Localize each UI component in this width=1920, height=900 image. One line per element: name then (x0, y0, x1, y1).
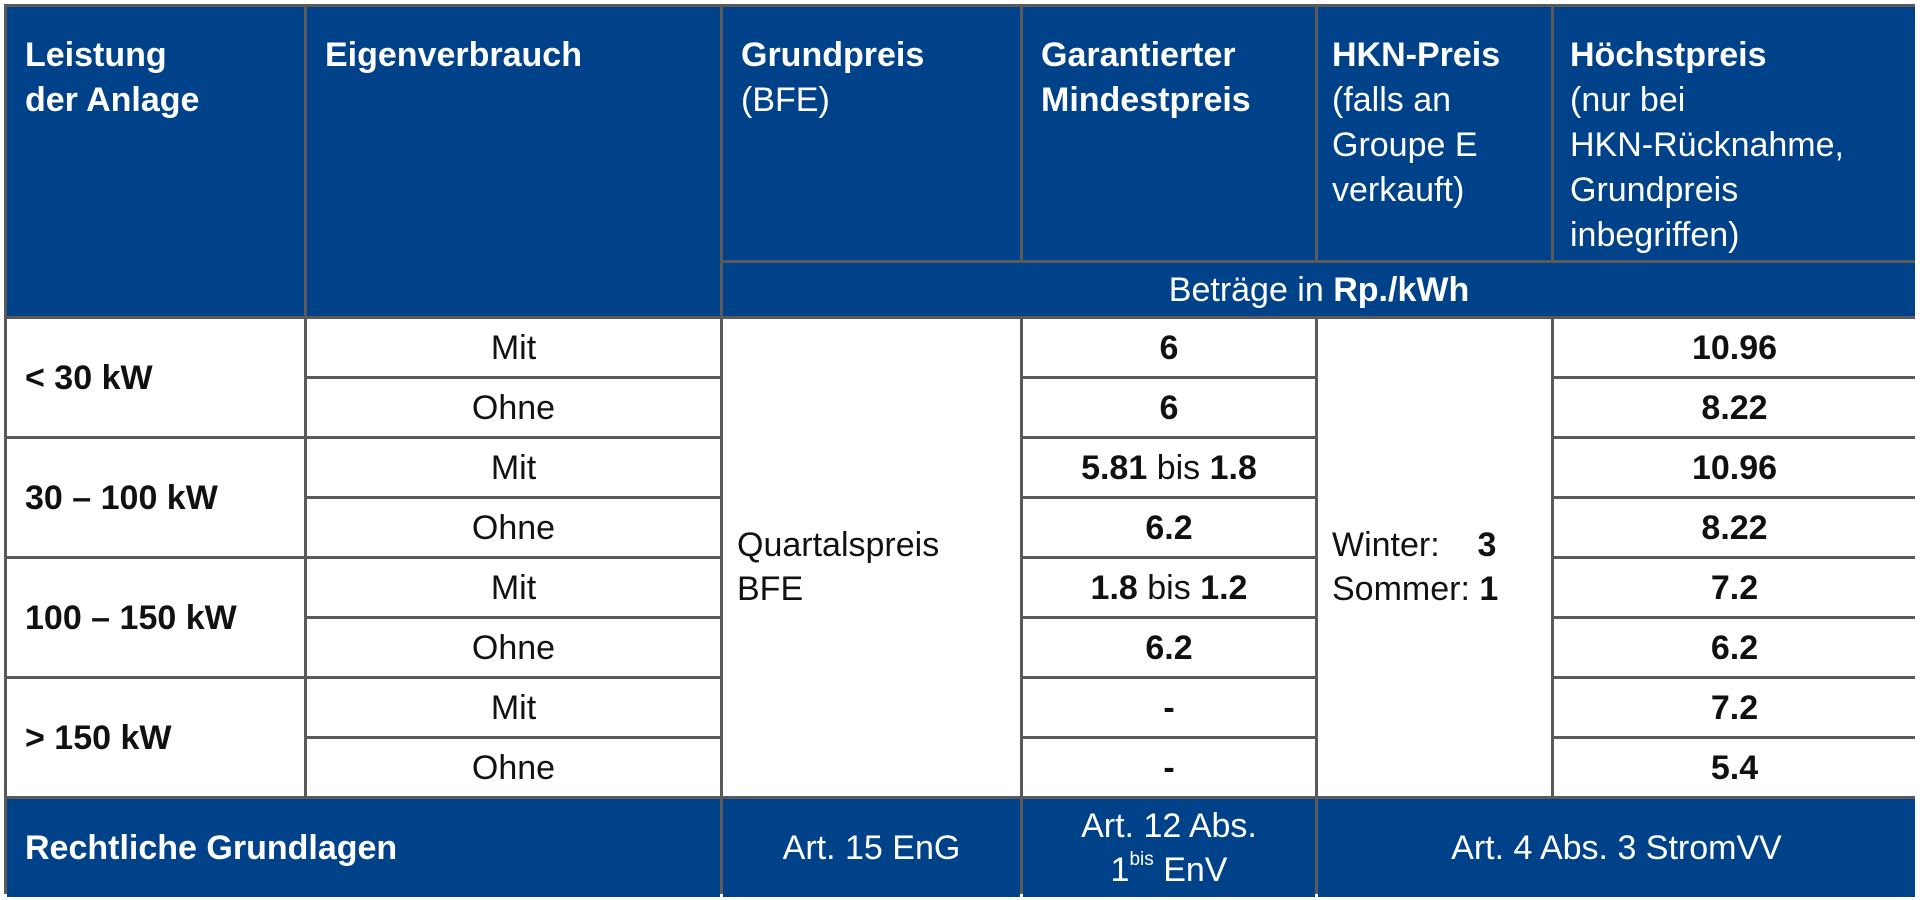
grundpreis-body (723, 319, 1020, 796)
hkn-sommer (1332, 567, 1551, 611)
mindest-cell-6: 6.2 (1023, 619, 1315, 676)
header-hkn-sub-3: verkauft) (1332, 171, 1465, 209)
eigen-cell-6: Ohne (307, 619, 720, 676)
hoechst-cell-8: 5.4 (1554, 739, 1915, 796)
header-grundpreis-sub: (BFE) (741, 81, 830, 119)
hoechst-cell-4: 8.22 (1554, 499, 1915, 556)
eigen-cell-8: Ohne (307, 739, 720, 796)
eigen-cell-7: Mit (307, 679, 720, 736)
header-hkn-sub-1: (falls an (1332, 81, 1452, 119)
mindest-cell-3 (1023, 439, 1315, 496)
mindest-cell-8: - (1023, 739, 1315, 796)
header-grundpreis (723, 7, 1020, 260)
header-grundpreis-bold: Grundpreis (741, 36, 925, 74)
hoechst-cell-5: 7.2 (1554, 559, 1915, 616)
mindest-cell-4: 6.2 (1023, 499, 1315, 556)
hoechst-cell-1: 10.96 (1554, 319, 1915, 376)
hoechst-cell-3: 10.96 (1554, 439, 1915, 496)
header-mindestpreis-line2: Mindestpreis (1041, 81, 1251, 119)
header-hkn-sub-2: Groupe E (1332, 126, 1478, 164)
header-hkn-preis (1318, 7, 1551, 260)
hkn-winter-value: 3 (1477, 525, 1497, 564)
header-leistung (7, 7, 304, 316)
header-hoechstpreis (1554, 7, 1915, 260)
header-eigenverbrauch-text: Eigenverbrauch (325, 36, 582, 74)
group-label-1: < 30 kW (7, 319, 304, 436)
units-row (723, 263, 1915, 316)
group-label-2: 30 – 100 kW (7, 439, 304, 556)
header-hoechst-sub-2: HKN-Rücknahme, (1570, 126, 1844, 164)
header-leistung-line1: Leistung (25, 36, 167, 74)
footer-mindest-num: 1 (1110, 851, 1130, 889)
grundpreis-body-line2: BFE (737, 569, 804, 608)
mindest-cell-3-sep: bis (1156, 448, 1201, 487)
units-bold: Rp./kWh (1333, 270, 1470, 309)
header-eigenverbrauch (307, 7, 720, 316)
eigen-cell-1: Mit (307, 319, 720, 376)
hkn-sommer-value: 1 (1479, 569, 1499, 608)
mindest-cell-7: - (1023, 679, 1315, 736)
hkn-body (1318, 319, 1551, 796)
hkn-sommer-label: Sommer: (1332, 569, 1470, 608)
mindest-cell-2: 6 (1023, 379, 1315, 436)
grundpreis-body-line1: Quartalspreis (737, 525, 940, 564)
mindest-cell-5-sep: bis (1147, 568, 1191, 607)
footer-mindest-line1: Art. 12 Abs. (1081, 807, 1257, 845)
hoechst-cell-2: 8.22 (1554, 379, 1915, 436)
footer-label: Rechtliche Grundlagen (7, 799, 720, 897)
hkn-winter-label: Winter: (1332, 525, 1440, 564)
footer-mindestpreis (1023, 799, 1315, 897)
header-leistung-line2: der Anlage (25, 81, 200, 119)
mindest-cell-5 (1023, 559, 1315, 616)
header-mindestpreis-line1: Garantierter (1041, 36, 1236, 74)
eigen-cell-2: Ohne (307, 379, 720, 436)
footer-hoechstpreis: Art. 4 Abs. 3 StromVV (1318, 799, 1915, 897)
header-hoechst-sub-3: Grundpreis (1570, 171, 1739, 209)
hoechst-cell-6: 6.2 (1554, 619, 1915, 676)
header-hoechst-sub-4: inbegriffen) (1570, 216, 1740, 254)
eigen-cell-3: Mit (307, 439, 720, 496)
units-prefix: Beträge in (1168, 270, 1324, 309)
mindest-cell-5-b: 1.2 (1200, 568, 1248, 607)
eigen-cell-5: Mit (307, 559, 720, 616)
footer-grundpreis: Art. 15 EnG (723, 799, 1020, 897)
eigen-cell-4: Ohne (307, 499, 720, 556)
header-mindestpreis (1023, 7, 1315, 260)
group-label-4: > 150 kW (7, 679, 304, 796)
group-label-3: 100 – 150 kW (7, 559, 304, 676)
hoechst-cell-7: 7.2 (1554, 679, 1915, 736)
mindest-cell-3-a: 5.81 (1081, 448, 1148, 487)
pricing-table-frame (4, 4, 1915, 894)
header-hoechst-sub-1: (nur bei (1570, 81, 1686, 119)
footer-mindest-tail: EnV (1153, 851, 1228, 889)
header-hkn-bold: HKN-Preis (1332, 36, 1501, 74)
header-hoechst-bold: Höchstpreis (1570, 36, 1767, 74)
mindest-cell-1: 6 (1023, 319, 1315, 376)
mindest-cell-5-a: 1.8 (1090, 568, 1138, 607)
hkn-winter (1332, 523, 1551, 567)
mindest-cell-3-b: 1.8 (1209, 448, 1257, 487)
pricing-table (4, 4, 1918, 900)
footer-mindest-sup: bis (1129, 849, 1154, 870)
